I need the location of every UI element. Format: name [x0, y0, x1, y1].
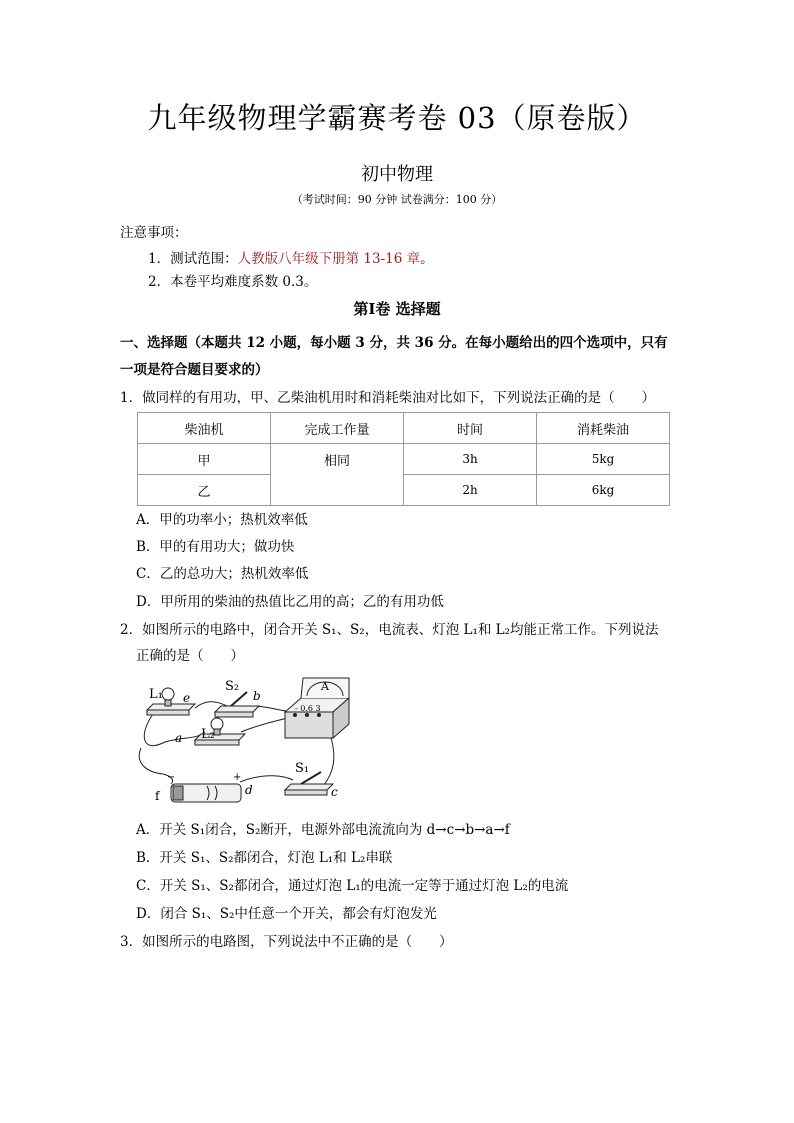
question-1-stem: 1．做同样的有用功，甲、乙柴油机用时和消耗柴油对比如下，下列说法正确的是（ ） — [120, 390, 656, 406]
part1-instructions-line2: 一项是符合题目要求的） — [120, 362, 269, 378]
table-cell: 甲 — [138, 444, 271, 475]
table-header-cell: 时间 — [404, 413, 537, 444]
notes-item-1-prefix: 1．测试范围： — [148, 251, 238, 267]
label-s2: S₂ — [225, 679, 240, 694]
notes-item-2: 2．本卷平均难度系数 0.3。 — [148, 274, 318, 290]
table-row — [138, 475, 670, 506]
question-1-table — [137, 412, 670, 506]
question-2-stem-line1: 2．如图所示的电路中，闭合开关 S₁、S₂，电流表、灯泡 L₁和 L₂均能正常工作。下列说法 — [120, 622, 659, 638]
part1-instructions-line1: 一、选择题（本题共 12 小题，每小题 3 分，共 36 分。在每小题给出的四个选项中，只有 — [120, 335, 668, 351]
label-battery-plus: + — [233, 772, 242, 783]
table-header-cell: 柴油机 — [138, 413, 271, 444]
question-2-option-b: B．开关 S₁、S₂都闭合，灯泡 L₁和 L₂串联 — [136, 850, 393, 866]
label-l2: L₂ — [201, 727, 215, 742]
label-a: a — [175, 731, 183, 745]
notes-heading: 注意事项： — [120, 225, 188, 241]
table-cell: 乙 — [138, 475, 271, 506]
battery-icon — [171, 784, 241, 802]
wire — [240, 776, 293, 782]
table-cell: 6kg — [537, 475, 670, 506]
table-cell: 2h — [404, 475, 537, 506]
notes-item-1-range: 人教版八年级下册第 13-16 章 — [237, 251, 421, 267]
exam-info: （考试时间：90 分钟 试卷满分：100 分） — [291, 193, 503, 206]
circuit-diagram — [135, 672, 365, 804]
notes-item-1 — [148, 247, 434, 267]
question-1-option-b: B．甲的有用功大；做功快 — [136, 539, 295, 555]
label-l1: L₁ — [149, 687, 163, 702]
table-header-cell: 消耗柴油 — [537, 413, 670, 444]
label-ammeter: A — [321, 680, 329, 693]
label-f: f — [155, 789, 160, 803]
table-header-row — [138, 413, 670, 444]
label-c: c — [331, 785, 338, 799]
label-d: d — [245, 783, 253, 797]
question-2-option-d: D．闭合 S₁、S₂中任意一个开关，都会有灯泡发光 — [136, 906, 437, 922]
question-3-stem: 3．如图所示的电路图，下列说法中不正确的是（ ） — [120, 934, 453, 950]
question-2-stem-line2: 正确的是（ ） — [136, 648, 244, 664]
notes-item-1-suffix: 。 — [420, 251, 434, 267]
question-1-option-d: D．甲所用的柴油的热值比乙用的高；乙的有用功低 — [136, 594, 444, 610]
table-cell: 5kg — [537, 444, 670, 475]
page-title: 九年级物理学霸赛考卷 03（原卷版） — [147, 101, 647, 135]
page-subtitle: 初中物理 — [361, 164, 433, 185]
question-2-option-c: C．开关 S₁、S₂都闭合，通过灯泡 L₁的电流一定等于通过灯泡 L₂的电流 — [136, 878, 569, 894]
label-e: e — [183, 691, 191, 705]
table-cell: 相同 — [271, 444, 404, 506]
question-1-option-a: A．甲的功率小；热机效率低 — [136, 512, 308, 528]
label-ammeter-scale: - 0.6 3 — [295, 704, 321, 713]
question-2-option-a: A．开关 S₁闭合，S₂断开，电源外部电流流向为 d→c→b→a→f — [136, 822, 510, 838]
label-s1: S₁ — [295, 761, 310, 776]
table-row — [138, 444, 670, 475]
section-title: 第Ⅰ卷 选择题 — [353, 300, 441, 318]
question-1-option-c: C．乙的总功大；热机效率低 — [136, 566, 309, 582]
table-cell: 3h — [404, 444, 537, 475]
label-b: b — [253, 689, 261, 703]
table-header-cell: 完成工作量 — [271, 413, 404, 444]
label-battery-minus: − — [167, 772, 176, 783]
